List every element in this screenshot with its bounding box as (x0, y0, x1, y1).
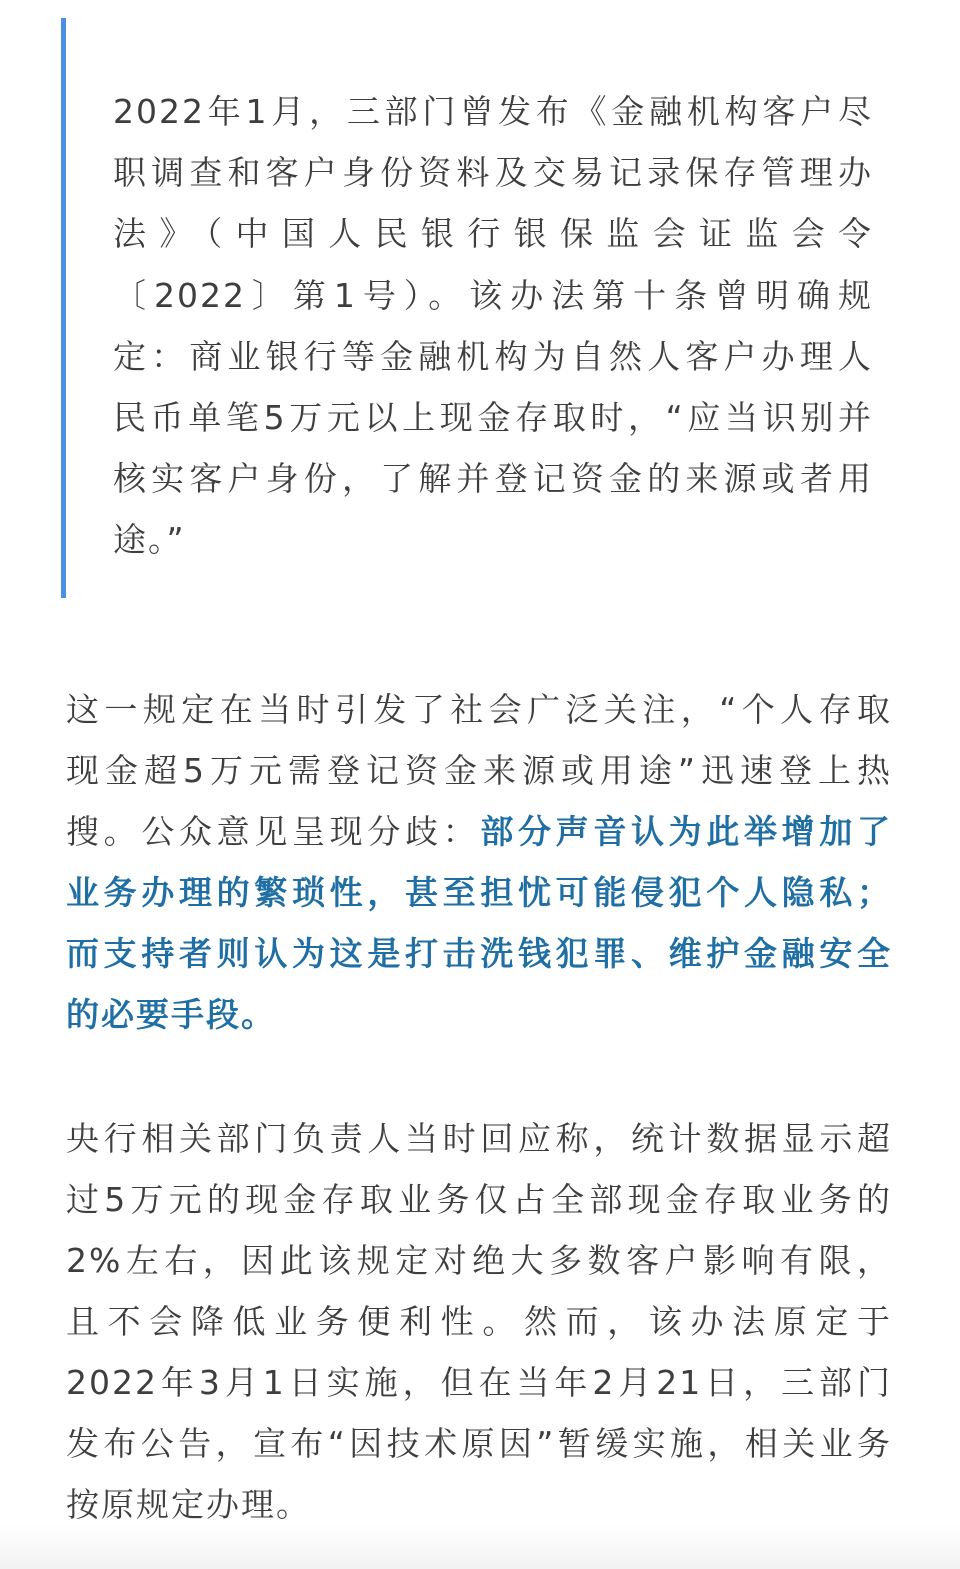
quote-line: 〔2022〕第1号）。该办法第十条曾明确规 (113, 275, 873, 315)
quote-line: 民币单笔5万元以上现金存取时，“应当识别并 (113, 398, 873, 438)
highlighted-text: 部分声音认为此举增加了 (480, 812, 893, 851)
paragraph-line: 央行相关部门负责人当时回应称，统计数据显示超 (66, 1119, 892, 1158)
paragraph-line: 按原规定办理。 (66, 1485, 311, 1524)
bottom-fade (0, 1525, 960, 1569)
paragraph-line: 现金超5万元需登记资金来源或用途”迅速登上热 (66, 751, 892, 790)
quote-line: 法》（中国人民银行银保监会证监会令 (113, 214, 873, 254)
blockquote (61, 18, 901, 598)
paragraph-public-reaction (66, 679, 892, 1045)
highlighted-text: 业务办理的繁琐性，甚至担忧可能侵犯个人隐私； (66, 873, 892, 912)
quote-line: 核实客户身份，了解并登记资金的来源或者用 (113, 459, 873, 499)
paragraph-line: 且不会降低业务便利性。然而，该办法原定于 (66, 1302, 892, 1341)
paragraph-central-bank-response (66, 1108, 892, 1535)
paragraph-text: 搜。公众意见呈现分歧： (66, 812, 481, 851)
paragraph-line: 2022年3月1日实施，但在当年2月21日，三部门 (66, 1363, 892, 1402)
quote-line: 定：商业银行等金融机构为自然人客户办理人 (113, 336, 873, 376)
quote-line: 2022年1月，三部门曾发布《金融机构客户尽 (113, 92, 873, 131)
paragraph-line: 这一规定在当时引发了社会广泛关注，“个人存取 (66, 690, 892, 729)
paragraph-line: 过5万元的现金存取业务仅占全部现金存取业务的 (66, 1180, 892, 1219)
blockquote-text (113, 81, 873, 571)
highlighted-text: 的必要手段。 (66, 995, 276, 1034)
paragraph-line (66, 801, 892, 862)
quote-line: 职调查和客户身份资料及交易记录保存管理办 (113, 153, 873, 193)
quote-line: 途。” (113, 520, 186, 560)
paragraph-line: 2%左右，因此该规定对绝大多数客户影响有限， (66, 1241, 892, 1280)
highlighted-text: 而支持者则认为这是打击洗钱犯罪、维护金融安全 (66, 934, 892, 973)
paragraph-line: 发布公告，宣布“因技术原因”暂缓实施，相关业务 (66, 1424, 892, 1463)
